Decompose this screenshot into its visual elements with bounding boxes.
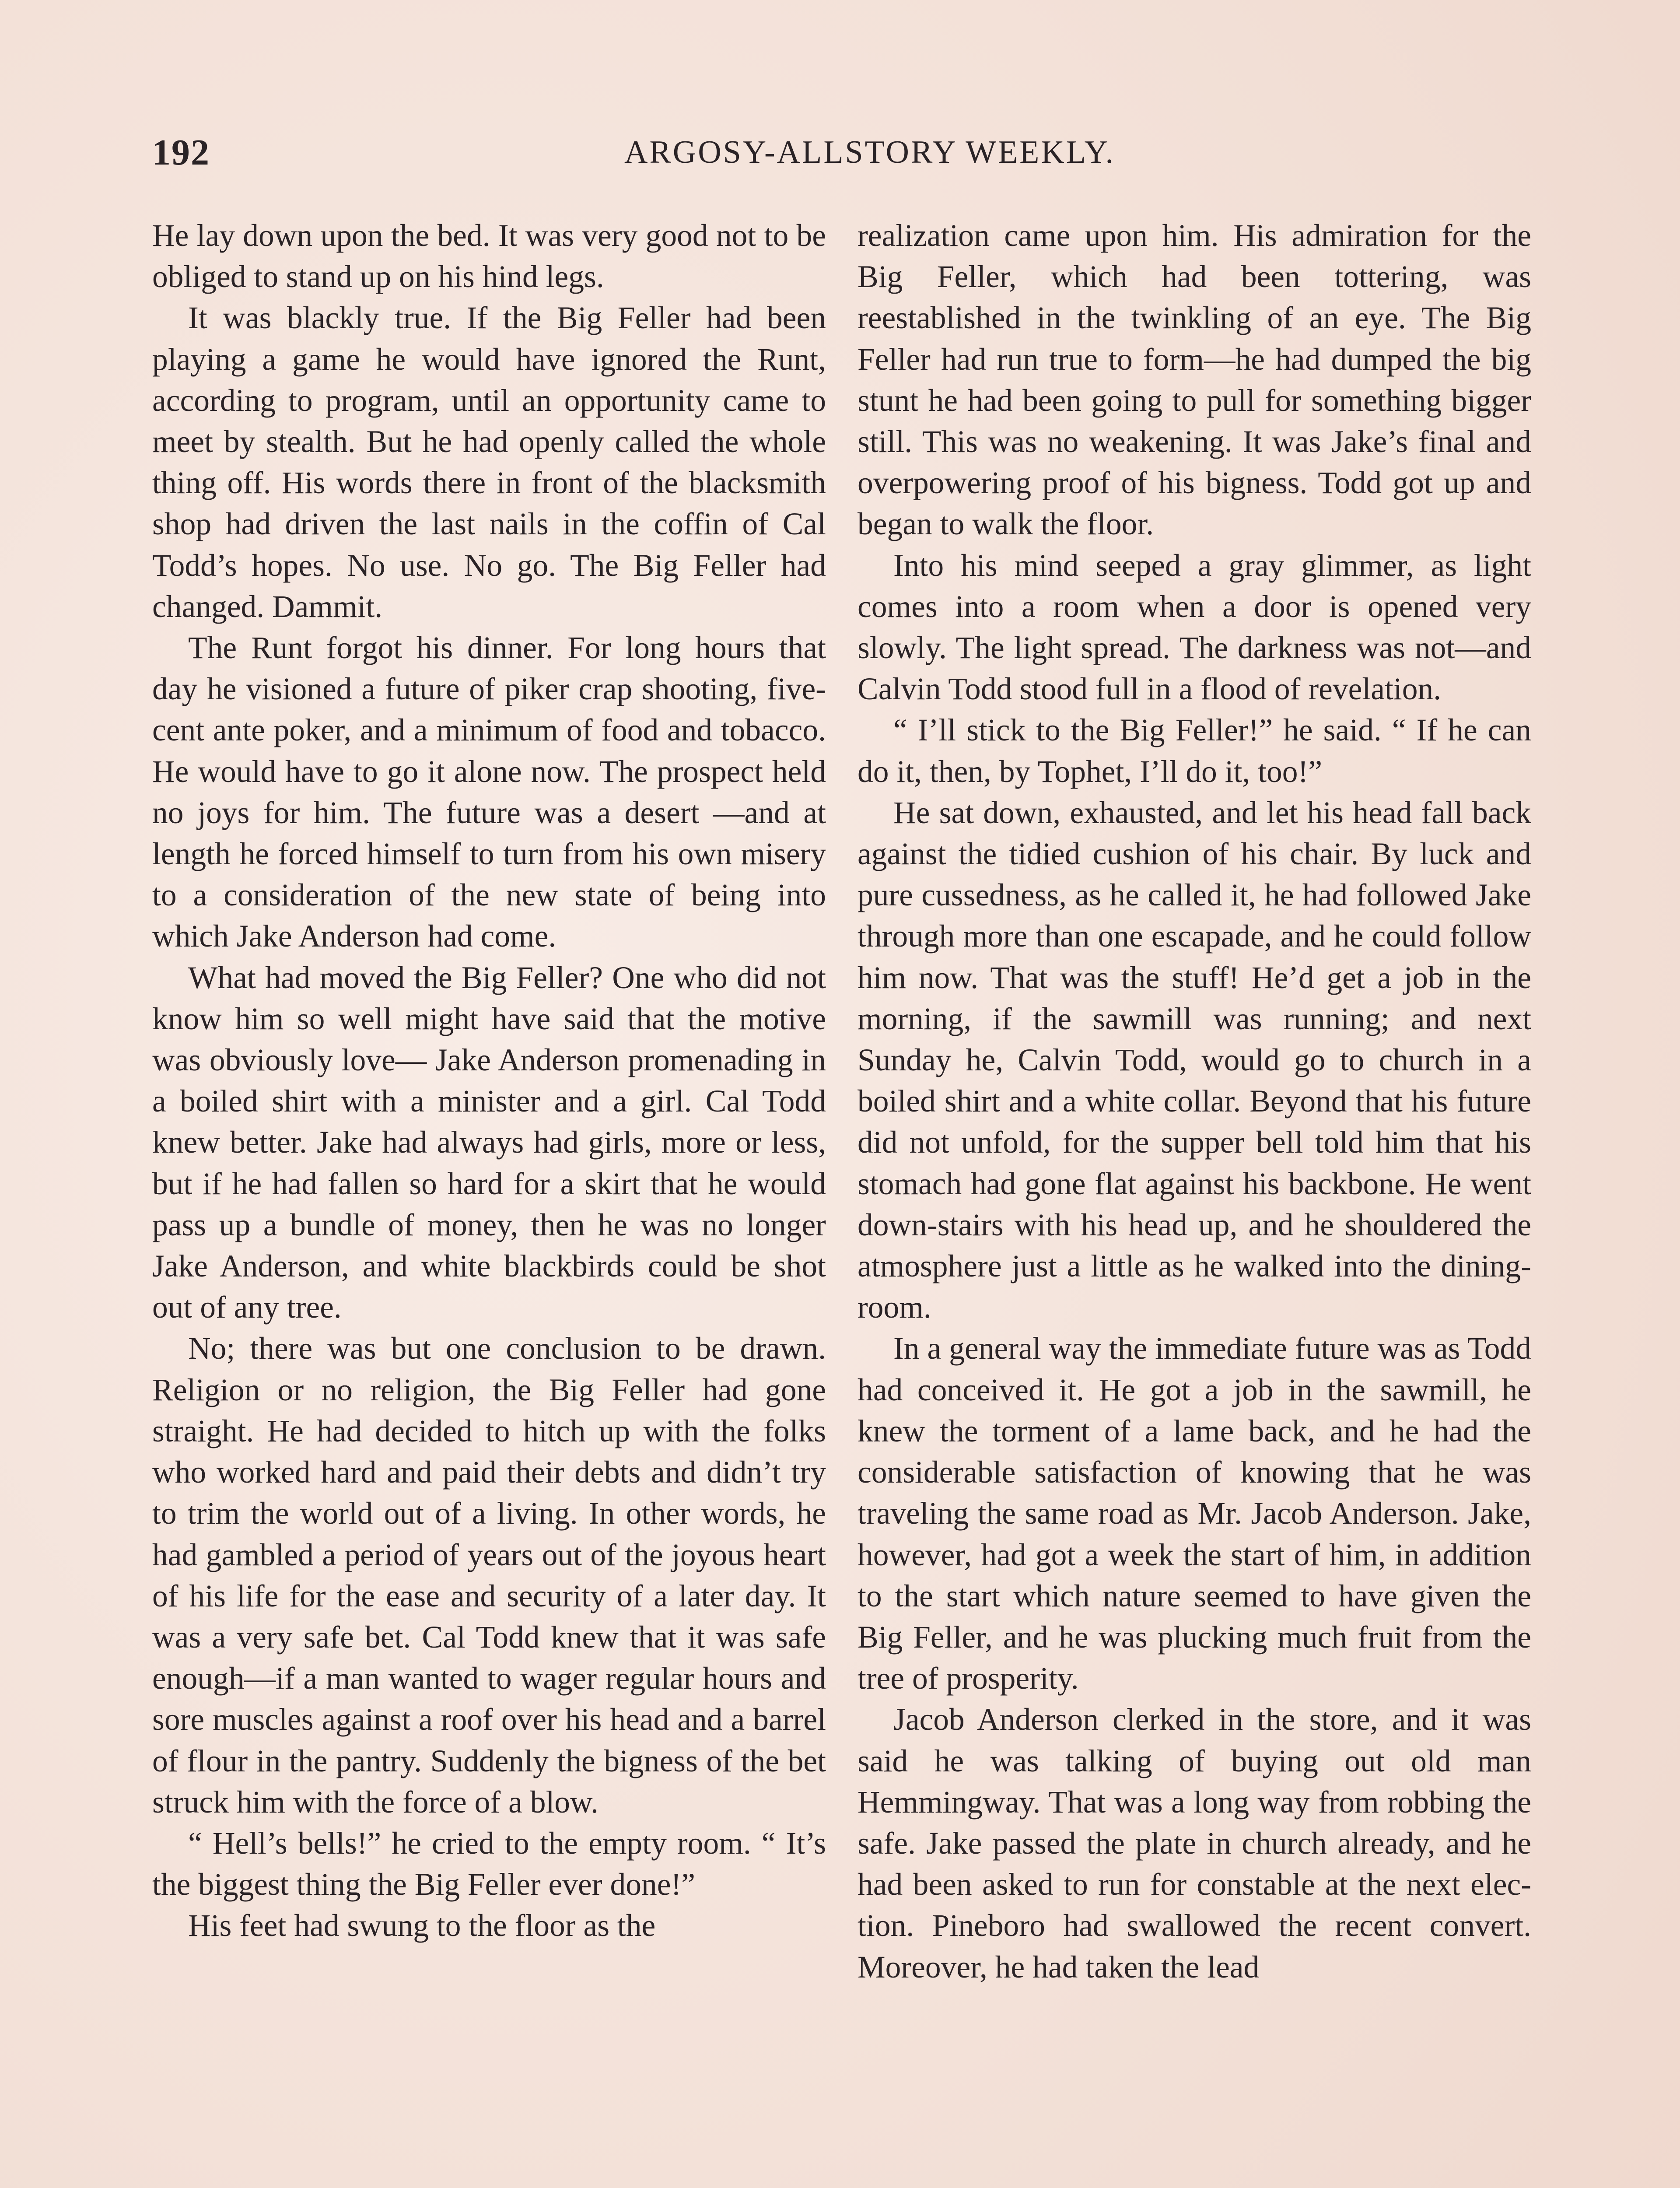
paragraph: It was blackly true. If the Big Feller had been playing a game he would have ignored the Runt, according to program, until an opportunity came to meet by stealth. But he had openly called the whole thing off. His words there in front of the blacksmith shop had driven the last nails in the coffin of Cal Todd’s hopes. No use. No go. The Big Feller had changed. Dammit. <box>152 301 826 624</box>
running-head: ARGOSY-ALLSTORY WEEKLY. <box>624 134 1116 170</box>
paragraph: Into his mind seeped a gray glimmer, as light comes into a room when a door is opened very slowly. The light spread. The darkness was not—and Calvin Todd stood full in a flood of revelation. <box>858 548 1531 707</box>
paragraph: “ Hell’s bells!” he cried to the empty room. “ It’s the biggest thing the Big Feller ever done!” <box>152 1826 826 1902</box>
right-column <box>858 215 1531 1988</box>
paragraph: realization came upon him. His admiration for the Big Feller, which had been tottering, was reestablished in the twinkling of an eye. The Big Feller had run true to form—he had dumped the big stunt he had been going to pull for something bigger still. This was no weakening. It was Jake’s final and overpowering proof of his bigness. Todd got up and began to walk the floor. <box>858 218 1531 542</box>
paragraph: His feet had swung to the floor as the <box>188 1908 656 1943</box>
paragraph: He sat down, exhausted, and let his head fall back against the tidied cushion of his chair. By luck and pure cussedness, as he called it, he had followed Jake through more than one escapade, and he could follow him now. That was the stuff! He’d get a job in the morning, if the sawmill was running; and next Sunday he, Calvin Todd, would go to church in a boiled shirt and a white collar. Beyond that his future did not unfold, for the supper bell told him that his stomach had gone flat against his backbone. He went down-stairs with his head up, and he shouldered the atmosphere just a little as he walked into the dining-room. <box>858 795 1531 1325</box>
left-column <box>152 215 826 1947</box>
page-number: 192 <box>152 132 210 173</box>
paragraph: No; there was but one conclusion to be drawn. Religion or no religion, the Big Feller had gone straight. He had decided to hitch up with the folks who worked hard and paid their debts and didn’t try to trim the world out of a living. In other words, he had gambled a period of years out of the joyous heart of his life for the ease and security of a later day. It was a very safe bet. Cal Todd knew that it was safe enough—if a man wanted to wager regular hours and sore muscles against a roof over his head and a barrel of flour in the pantry. Suddenly the bigness of the bet struck him with the force of a blow. <box>152 1331 826 1820</box>
paragraph: He lay down upon the bed. It was very good not to be obliged to stand up on his hind legs. <box>152 218 826 295</box>
paragraph: Jacob Anderson clerked in the store, and it was said he was talking of buying out old man Hemmingway. That was a long way from robbing the safe. Jake passed the plate in church already, and he had been asked to run for constable at the next election. Pineboro had swallowed the recent convert. Moreover, he had taken the lead <box>858 1702 1531 1985</box>
paragraph: The Runt forgot his dinner. For long hours that day he visioned a future of piker crap shooting, five-cent ante poker, and a minimum of food and tobacco. He would have to go it alone now. The prospect held no joys for him. The future was a desert —and at length he forced himself to turn from his own misery to a consideration of the new state of being into which Jake Anderson had come. <box>152 631 826 954</box>
page-header <box>152 131 1535 184</box>
paragraph: What had moved the Big Feller? One who did not know him so well might have said that the motive was obviously love— Jake Anderson promenading in a boiled shirt with a minister and a girl. Cal Todd knew better. Jake had always had girls, more or less, but if he had fallen so hard for a skirt that he would pass up a bundle of money, then he was no longer Jake Anderson, and white blackbirds could be shot out of any tree. <box>152 960 826 1325</box>
paragraph: “ I’ll stick to the Big Feller!” he said. “ If he can do it, then, by Tophet, I’ll do it, too!” <box>858 713 1531 789</box>
paragraph: In a general way the immediate future was as Todd had conceived it. He got a job in the sawmill, he knew the torment of a lame back, and he had the considerable satisfaction of knowing that he was traveling the same road as Mr. Jacob Anderson. Jake, however, had got a week the start of him, in addition to the start which nature seemed to have given the Big Feller, and he was plucking much fruit from the tree of prosperity. <box>858 1331 1531 1696</box>
